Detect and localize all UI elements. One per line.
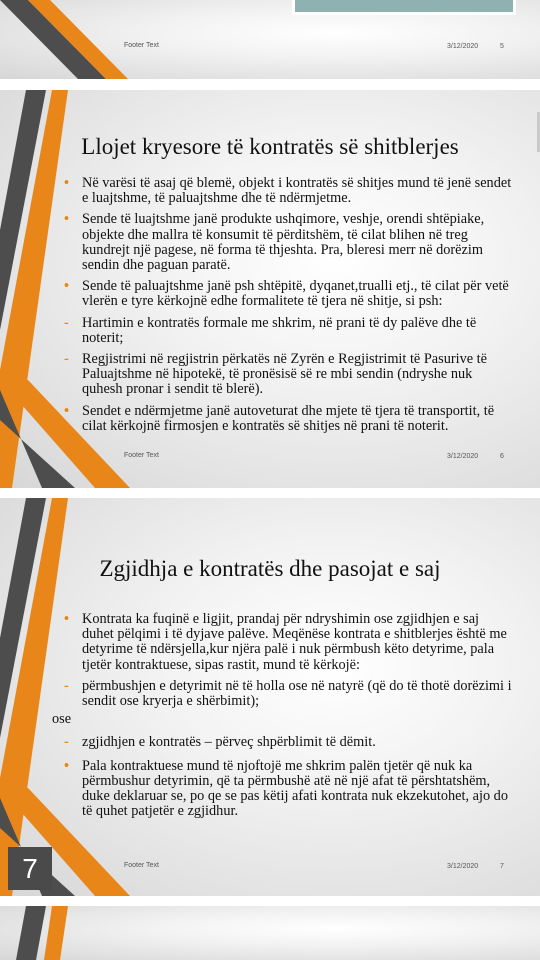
slide-6-body xyxy=(64,176,512,434)
slide-7-item: • Pala kontraktuese mund të njoftojë me shkrim palën tjetër që nuk ka përmbushur detyrimin, që ta përmbushë atë në një afat të përshtatshëm, duke deklaruar se, po qe se pas këtij afati kontrata nuk ekzekutohet, ajo do të quhet patjetër e zgjidhur. xyxy=(64,757,508,820)
slide-5-footer-text: Footer Text xyxy=(124,42,159,49)
slide-5-teal-box xyxy=(292,0,516,15)
slide-7-body xyxy=(52,611,512,820)
slide-6-item: - Hartimin e kontratës formale me shkrim, në prani të dy palëve dhe të noterit; xyxy=(64,314,477,346)
slide-7-item: - zgjidhjen e kontratës – përveç shpërblimit të dëmit. xyxy=(64,734,376,751)
slide-7-item: - përmbushjen e detyrimit në të holla ose në natyrë (që do të thotë dorëzimi i sendit ose kryerja e shërbimit); xyxy=(64,677,512,710)
slide-6-footer-text: Footer Text xyxy=(124,452,159,459)
slide-7 xyxy=(0,498,540,896)
slide-5-number: 5 xyxy=(500,43,504,50)
slide-7-date: 3/12/2020 xyxy=(447,863,479,870)
slide-5-decoration xyxy=(0,0,140,79)
slide-5 xyxy=(0,0,540,79)
slide-6-date: 3/12/2020 xyxy=(447,453,479,460)
slide-6 xyxy=(0,90,540,488)
slide-7-title: Zgjidhja e kontratës dhe pasojat e saj xyxy=(99,556,441,581)
slide-6-title: Llojet kryesore të kontratës së shitblerjes xyxy=(81,134,459,159)
slide-number-badge: 7 xyxy=(8,847,52,890)
slide-7-item: • Kontrata ka fuqinë e ligjit, prandaj për ndryshimin ose zgjidhjen e saj duhet pëlqimi i të dyjave palëve. Meqënëse kontrata e shitblerjes është me detyrime të ndërsjella,kur njëra palë i nuk përmbush këto detyrime, pala tjetër kontraktuese, sipas rastit, mund të kërkojë: xyxy=(64,611,507,673)
slide-6-item: • Në varësi të asaj që blemë, objekt i kontratës së shitjes mund të jenë sendet e luajtshme, të paluajtshme dhe të ndërmjetme. xyxy=(64,175,512,207)
slide-6-item: • Sende të paluajtshme janë psh shtëpitë, dyqanet,trualli etj., të cilat për vetë vlerën e tyre kërkojnë edhe formalitete të tjera në shitje, si psh: xyxy=(64,278,509,310)
slide-6-number: 6 xyxy=(500,453,504,460)
slide-6-item: - Regjistrimi në regjistrin përkatës në Zyrën e Regjistrimit të Pasurive të Paluajtshme në hipotekë, të pronësisë së re mbi sendin (ndryshe nuk quhesh pronar i sendit të blerë). xyxy=(64,351,487,398)
slide-5-date: 3/12/2020 xyxy=(447,43,479,50)
slide-7-number: 7 xyxy=(500,863,504,870)
slide-8-decoration xyxy=(0,906,140,960)
slide-7-item: ose xyxy=(52,711,72,728)
slide-8 xyxy=(0,906,540,960)
slide-7-footer-text: Footer Text xyxy=(124,862,159,869)
slide-6-item: • Sende të luajtshme janë produkte ushqimore, veshje, orendi shtëpiake, objekte dhe mallra të konsumit të përditshëm, të cilat blihen në treg kundrejt një pagese, në forma të thjeshta. Pra, bleresi merr në dorëzim sendin dhe paguan paratë. xyxy=(64,211,485,274)
slide-6-item: • Sendet e ndërmjetme janë autoveturat dhe mjete të tjera të transportit, të cilat kërkojnë firmosjen e kontratës së shitjes në prani të noterit. xyxy=(64,402,495,434)
